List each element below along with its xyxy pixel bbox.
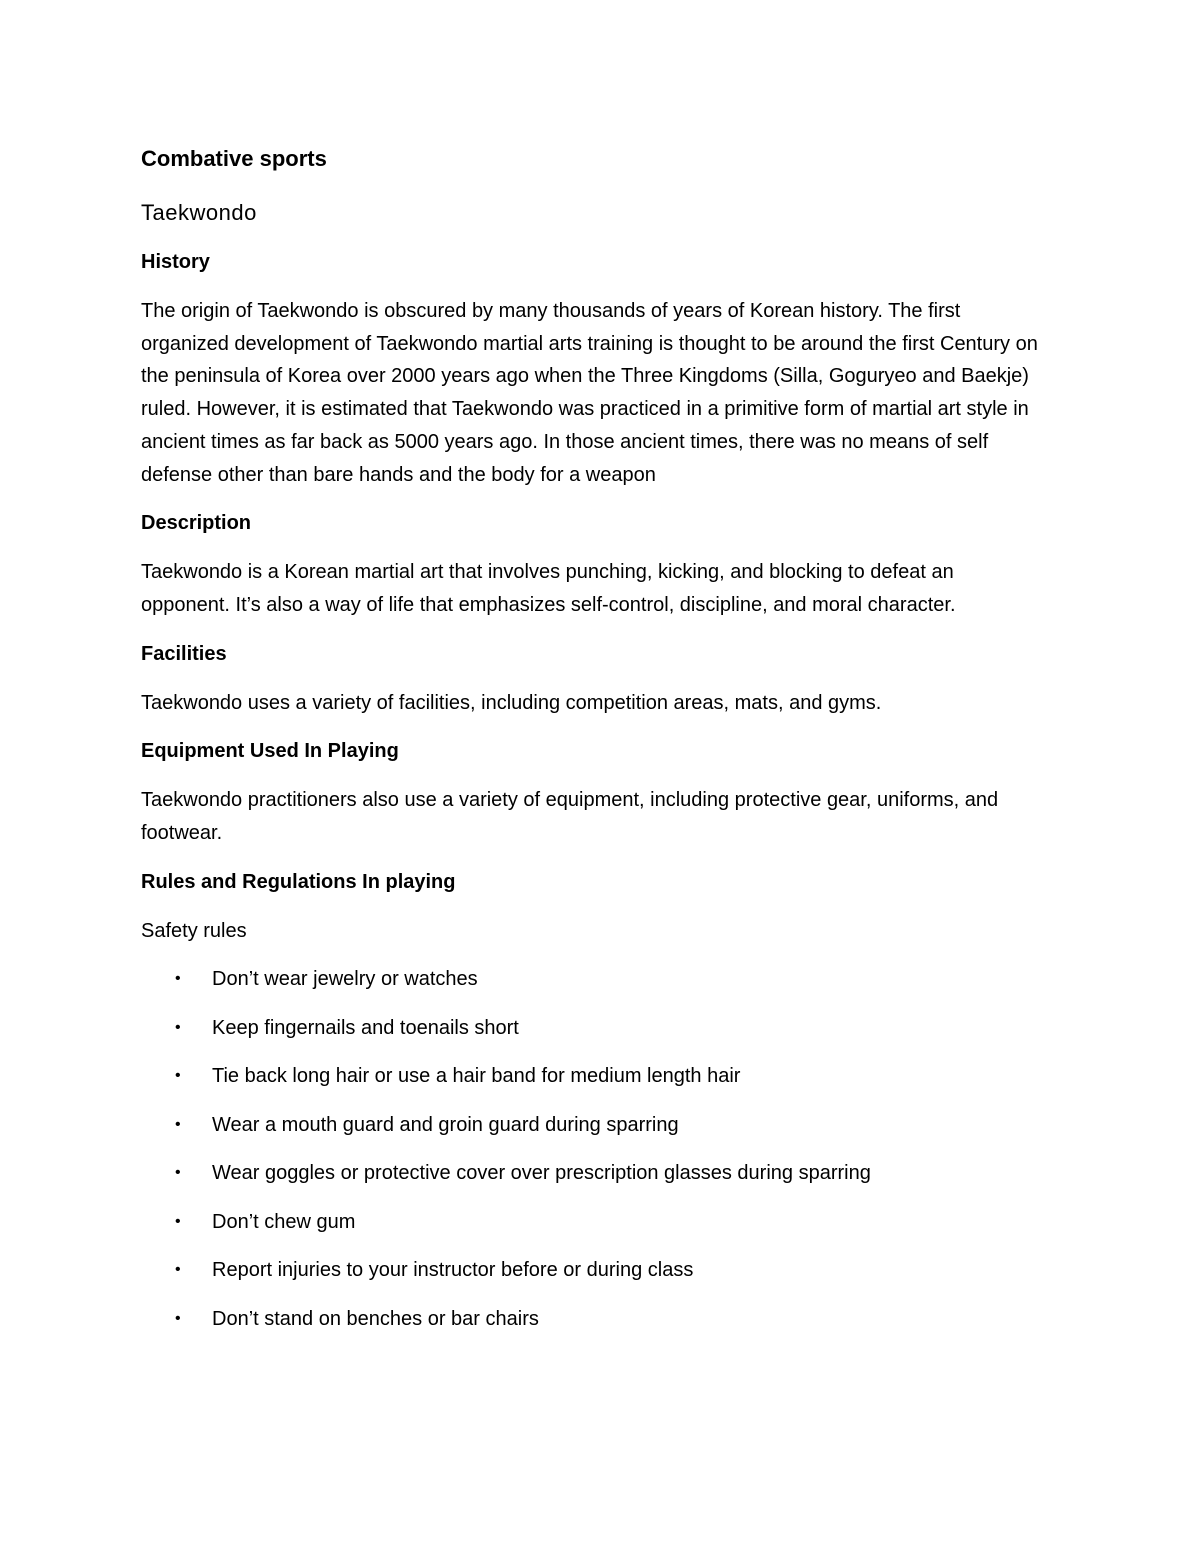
bullet-icon: • <box>175 1067 181 1085</box>
list-item-text: Report injuries to your instructor before or during class <box>212 1259 694 1282</box>
bullet-icon: • <box>175 970 181 988</box>
bullet-icon: • <box>175 1212 181 1230</box>
list-item <box>141 963 1041 995</box>
facilities-heading: Facilities <box>141 642 227 665</box>
bullet-icon: • <box>175 1018 181 1036</box>
history-paragraph: The origin of Taekwondo is obscured by many thousands of years of Korean history. The first organized development of Taekwondo martial arts training is thought to be around the first Century on the peninsula of Korea over 2000 years ago when the Three Kingdoms (Silla, Goguryeo and Baekje) ruled. However, it is estimated that Taekwondo was practiced in a primitive form of martial art style in ancient times as far back as 5000 years ago. In those ancient times, there was no means of self defense other than bare hands and the body for a weapon <box>141 300 1038 486</box>
list-item <box>141 1206 1041 1238</box>
list-item-text: Don’t stand on benches or bar chairs <box>212 1307 539 1330</box>
list-item-text: Don’t wear jewelry or watches <box>212 968 478 991</box>
bullet-icon: • <box>175 1115 181 1133</box>
rules-heading: Rules and Regulations In playing <box>141 870 456 893</box>
list-item <box>141 1060 1041 1092</box>
safety-rules-list <box>141 963 1041 1335</box>
bullet-icon: • <box>175 1164 181 1182</box>
list-item <box>141 1012 1041 1044</box>
list-item <box>141 1157 1041 1189</box>
document-title: Combative sports <box>141 146 327 171</box>
safety-rules-intro: Safety rules <box>141 919 247 942</box>
list-item-text: Wear goggles or protective cover over prescription glasses during sparring <box>212 1162 871 1185</box>
list-item-text: Wear a mouth guard and groin guard during sparring <box>212 1113 679 1136</box>
list-item-text: Don’t chew gum <box>212 1210 356 1233</box>
list-item <box>141 1109 1041 1141</box>
bullet-icon: • <box>175 1309 181 1327</box>
list-item <box>141 1303 1041 1335</box>
facilities-paragraph: Taekwondo uses a variety of facilities, including competition areas, mats, and gyms. <box>141 691 882 714</box>
description-paragraph: Taekwondo is a Korean martial art that involves punching, kicking, and blocking to defeat an opponent. It’s also a way of life that emphasizes self-control, discipline, and moral character. <box>141 561 956 616</box>
list-item-text: Tie back long hair or use a hair band for medium length hair <box>212 1065 741 1088</box>
equipment-heading: Equipment Used In Playing <box>141 740 399 763</box>
bullet-icon: • <box>175 1261 181 1279</box>
document-page <box>141 140 1041 1351</box>
list-item-text: Keep fingernails and toenails short <box>212 1016 519 1039</box>
description-heading: Description <box>141 512 252 535</box>
history-heading: History <box>141 251 210 273</box>
document-subtitle: Taekwondo <box>141 200 257 225</box>
equipment-paragraph: Taekwondo practitioners also use a variety of equipment, including protective gear, uniforms, and footwear. <box>141 789 999 845</box>
list-item <box>141 1254 1041 1286</box>
